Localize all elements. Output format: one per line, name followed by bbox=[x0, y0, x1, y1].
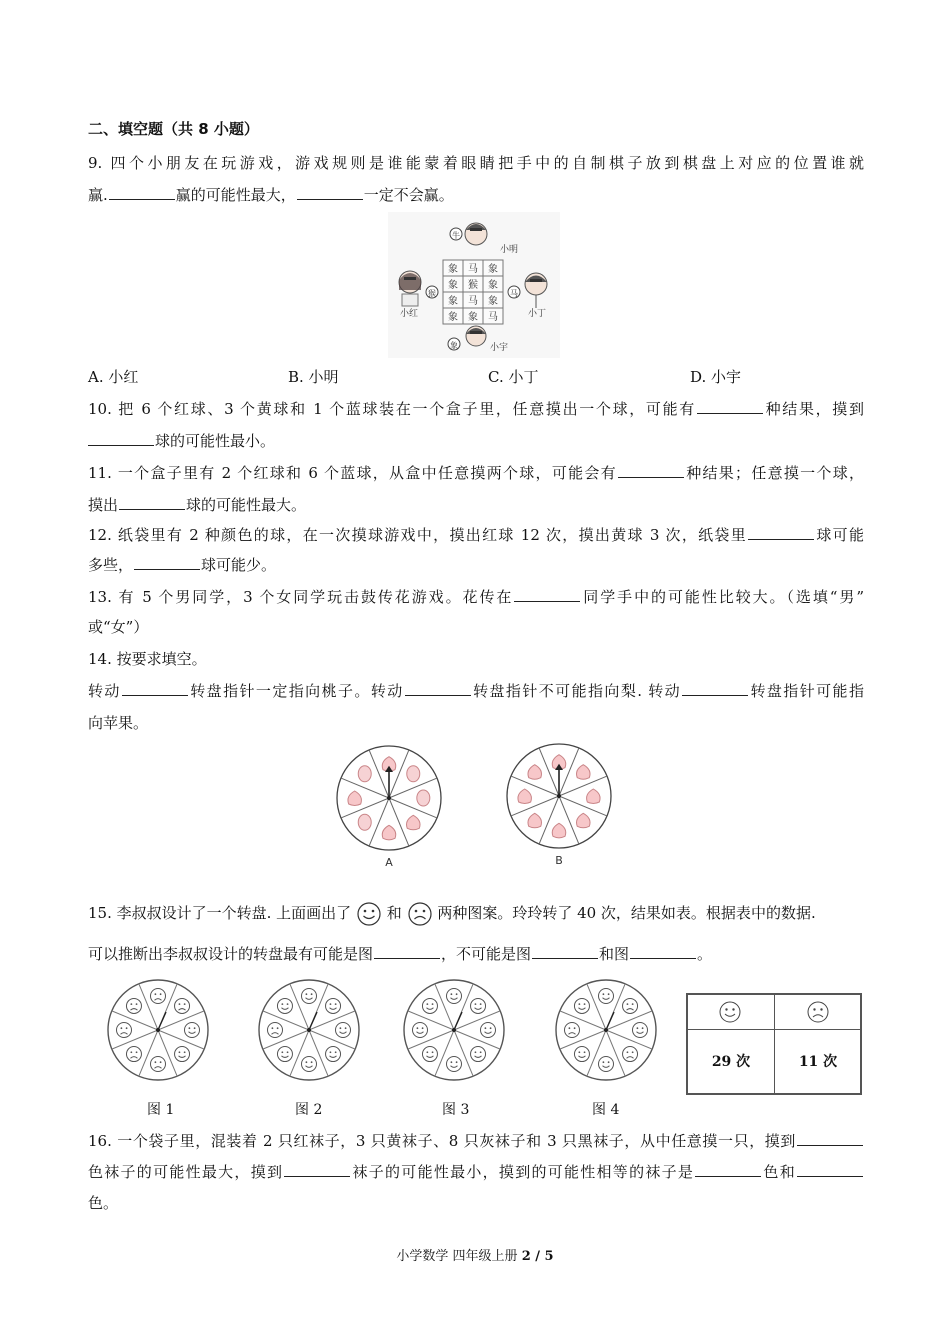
smiley-icon bbox=[422, 1047, 437, 1062]
smiley-icon bbox=[481, 1023, 496, 1038]
q9-option-a[interactable]: A. 小红 bbox=[88, 368, 139, 386]
q12-text-d: 球可能少。 bbox=[201, 556, 277, 574]
face-spinner-2 bbox=[259, 980, 359, 1080]
smiley-icon bbox=[471, 1047, 486, 1062]
q15-text-g: 。 bbox=[697, 945, 713, 963]
board-cell: 猴 bbox=[468, 280, 478, 291]
q9-line-1: 9. 四个小朋友在玩游戏，游戏规则是谁能蒙着眼睛把手中的自制棋子放到棋盘上对应的位置谁就 bbox=[88, 154, 864, 172]
smiley-icon bbox=[471, 998, 486, 1013]
q9-text-b: 赢的可能性最大， bbox=[175, 186, 296, 204]
smiley-icon bbox=[574, 1047, 589, 1062]
board-cell: 象 bbox=[488, 264, 498, 275]
board-cell: 象 bbox=[448, 312, 458, 323]
smiley-icon bbox=[175, 1047, 190, 1062]
q16-blank-3[interactable] bbox=[695, 1162, 761, 1177]
q9-option-c[interactable]: C. 小丁 bbox=[488, 368, 539, 386]
smiley-icon bbox=[185, 1023, 200, 1038]
q9-line-2 bbox=[88, 184, 864, 206]
q14-blank-1[interactable] bbox=[122, 681, 188, 696]
q15-text-d: 可以推断出李叔叔设计的转盘最有可能是图 bbox=[88, 945, 374, 963]
q15-text-e: ，不可能是图 bbox=[441, 945, 532, 963]
board-cell: 象 bbox=[488, 280, 498, 291]
q13-line-1 bbox=[88, 586, 864, 608]
q13-blank-1[interactable] bbox=[514, 587, 580, 602]
kid-xiaoding-piece: 马 bbox=[510, 289, 518, 298]
board-cell: 象 bbox=[448, 296, 458, 307]
spinner-b bbox=[507, 744, 611, 848]
smiley-icon bbox=[422, 998, 437, 1013]
q11-line-2 bbox=[88, 494, 864, 516]
smiley-icon bbox=[447, 989, 462, 1004]
q9-board-figure bbox=[388, 212, 560, 358]
kid-xiaoyu-piece: 象 bbox=[450, 341, 458, 350]
q14-blank-3[interactable] bbox=[682, 681, 748, 696]
footer-text: 小学数学 四年级上册 bbox=[396, 1249, 518, 1264]
q14-text-b: 转盘指针一定指向桃子。转动 bbox=[188, 682, 404, 700]
smiley-icon bbox=[599, 1057, 614, 1072]
q14-text-a: 转动 bbox=[88, 682, 121, 700]
q14-line-1: 14. 按要求填空。 bbox=[88, 650, 207, 668]
sad-icon bbox=[117, 1023, 132, 1038]
q11-text-b: 种结果；任意摸一个球， bbox=[684, 464, 864, 482]
smiley-icon bbox=[447, 1057, 462, 1072]
sad-icon bbox=[151, 1057, 166, 1072]
smiley-icon bbox=[413, 1023, 428, 1038]
q14-text-d: 转盘指针可能指 bbox=[749, 682, 864, 700]
sad-icon bbox=[151, 989, 166, 1004]
q16-text-b: 色袜子的可能性最大，摸到 bbox=[88, 1163, 284, 1181]
kid-xiaohong-name: 小红 bbox=[400, 309, 419, 319]
sad-face-icon bbox=[407, 901, 433, 927]
table-sad-count: 11 次 bbox=[798, 1054, 838, 1070]
smiley-icon bbox=[574, 998, 589, 1013]
page-number: 2 / 5 bbox=[521, 1249, 554, 1264]
q13-text-a: 13. 有 5 个男同学，3 个女同学玩击鼓传花游戏。花传在 bbox=[88, 588, 514, 606]
q14-line-3: 向苹果。 bbox=[88, 714, 149, 732]
spinner-a bbox=[337, 746, 441, 850]
pear-icon bbox=[407, 766, 420, 782]
spinner-b-label: B bbox=[555, 854, 563, 867]
sad-icon bbox=[175, 998, 190, 1013]
q10-text-c: 球的可能性最小。 bbox=[155, 432, 276, 450]
q16-text-c: 袜子的可能性最小，摸到的可能性相等的袜子是 bbox=[351, 1163, 695, 1181]
q15-blank-3[interactable] bbox=[630, 944, 696, 959]
smiley-icon bbox=[302, 989, 317, 1004]
q9-text-c: 一定不会赢。 bbox=[363, 186, 454, 204]
q15-text-a: 15. 李叔叔设计了一个转盘. 上面画出了 bbox=[88, 904, 352, 922]
q12-line-2 bbox=[88, 554, 864, 576]
board-cell: 马 bbox=[468, 264, 478, 275]
q13-text-b: 同学手中的可能性比较大。（选填“男” bbox=[581, 588, 864, 606]
board-cell: 象 bbox=[448, 280, 458, 291]
q16-line-1 bbox=[88, 1130, 864, 1152]
q16-blank-1[interactable] bbox=[797, 1131, 863, 1146]
smiley-icon bbox=[302, 1057, 317, 1072]
pear-icon bbox=[358, 766, 371, 782]
kid-xiaoyu-name: 小宇 bbox=[490, 343, 509, 353]
q14-blank-2[interactable] bbox=[405, 681, 471, 696]
q10-line-1 bbox=[88, 398, 864, 420]
table-smiley-icon bbox=[718, 1000, 742, 1024]
q15-blank-1[interactable] bbox=[374, 944, 440, 959]
caption-figure-4: 图 4 bbox=[592, 1102, 620, 1118]
q10-blank-1[interactable] bbox=[697, 399, 763, 414]
q12-text-b: 球可能 bbox=[815, 526, 864, 544]
q15-text-f: 和图 bbox=[599, 945, 630, 963]
sad-icon bbox=[126, 1047, 141, 1062]
q9-text-a: 赢. bbox=[88, 186, 108, 204]
board-cell: 象 bbox=[468, 312, 478, 323]
q12-text-c: 多些， bbox=[88, 556, 134, 574]
face-spinner-1 bbox=[108, 980, 208, 1080]
caption-figure-1: 图 1 bbox=[147, 1102, 175, 1118]
q16-line-3: 色。 bbox=[88, 1194, 119, 1212]
sad-icon bbox=[126, 998, 141, 1013]
q9-blank-1[interactable] bbox=[109, 185, 175, 200]
q15-line-2 bbox=[88, 943, 864, 965]
pear-icon bbox=[358, 814, 371, 830]
caption-figure-2: 图 2 bbox=[295, 1102, 323, 1118]
q15-text-c: 两种图案。玲玲转了 40 次，结果如表。根据表中的数据. bbox=[437, 904, 816, 922]
smiley-icon bbox=[326, 1047, 341, 1062]
q11-text-d: 球的可能性最大。 bbox=[186, 496, 307, 514]
smiley-icon bbox=[336, 1023, 351, 1038]
face-spinner-4 bbox=[556, 980, 656, 1080]
q11-line-1 bbox=[88, 462, 864, 484]
q12-line-1 bbox=[88, 524, 864, 546]
q15-blank-2[interactable] bbox=[532, 944, 598, 959]
q16-line-2 bbox=[88, 1161, 864, 1183]
board-cell: 象 bbox=[448, 264, 458, 275]
q9-option-d[interactable]: D. 小宇 bbox=[690, 368, 742, 386]
q10-text-a: 10. 把 6 个红球、3 个黄球和 1 个蓝球装在一个盒子里，任意摸出一个球，可能有 bbox=[88, 400, 696, 418]
pear-icon bbox=[417, 790, 430, 806]
q16-blank-4[interactable] bbox=[797, 1162, 863, 1177]
sad-icon bbox=[268, 1023, 283, 1038]
q15-spinners-figure bbox=[100, 975, 660, 1085]
q12-text-a: 12. 纸袋里有 2 种颜色的球，在一次摸球游戏中，摸出红球 12 次，摸出黄球 3 次，纸袋里 bbox=[88, 526, 748, 544]
q15-text-b: 和 bbox=[386, 904, 402, 922]
sad-icon bbox=[565, 1023, 580, 1038]
smiley-icon bbox=[633, 1023, 648, 1038]
board-cell: 象 bbox=[488, 296, 498, 307]
table-happy-count: 29 次 bbox=[711, 1054, 751, 1070]
board-cell: 马 bbox=[488, 312, 498, 323]
q11-text-c: 摸出 bbox=[88, 496, 119, 514]
smiley-icon bbox=[277, 1047, 292, 1062]
q15-line-1 bbox=[88, 900, 864, 927]
q14-spinners-figure bbox=[334, 740, 616, 870]
face-spinner-3 bbox=[404, 980, 504, 1080]
q16-blank-2[interactable] bbox=[284, 1162, 350, 1177]
q12-blank-1[interactable] bbox=[748, 525, 814, 540]
q9-option-b[interactable]: B. 小明 bbox=[288, 368, 339, 386]
q16-text-d: 色和 bbox=[762, 1163, 796, 1181]
spinner-a-label: A bbox=[385, 856, 393, 869]
section-title: 二、填空题（共 8 小题） bbox=[88, 120, 259, 138]
q9-blank-2[interactable] bbox=[297, 185, 363, 200]
caption-figure-3: 图 3 bbox=[442, 1102, 470, 1118]
q10-text-b: 种结果，摸到 bbox=[763, 400, 864, 418]
q14-text-c: 转盘指针不可能指向梨. 转动 bbox=[471, 682, 682, 700]
smiley-face-icon bbox=[356, 901, 382, 927]
kid-xiaoming-piece: 牛 bbox=[452, 231, 460, 240]
board-cell: 马 bbox=[468, 296, 478, 307]
q15-result-table bbox=[686, 993, 862, 1095]
q13-line-2: 或“女”） bbox=[88, 618, 149, 636]
q16-text-a: 16. 一个袋子里，混装着 2 只红袜子，3 只黄袜子、8 只灰袜子和 3 只黑袜子，从中任意摸一只，摸到 bbox=[88, 1132, 796, 1150]
q14-line-2 bbox=[88, 680, 864, 702]
smiley-icon bbox=[277, 998, 292, 1013]
sad-icon bbox=[623, 998, 638, 1013]
table-sad-icon bbox=[806, 1000, 830, 1024]
sad-icon bbox=[623, 1047, 638, 1062]
kid-xiaoding-name: 小丁 bbox=[528, 309, 547, 319]
page-footer bbox=[0, 1245, 950, 1264]
kid-xiaohong-piece: 猴 bbox=[428, 289, 436, 298]
q12-blank-2[interactable] bbox=[134, 555, 200, 570]
kid-xiaoming-name: 小明 bbox=[500, 245, 519, 255]
smiley-icon bbox=[326, 998, 341, 1013]
q11-text-a: 11. 一个盒子里有 2 个红球和 6 个蓝球，从盒中任意摸两个球，可能会有 bbox=[88, 464, 617, 482]
q10-blank-2[interactable] bbox=[88, 431, 154, 446]
q11-blank-1[interactable] bbox=[618, 463, 684, 478]
q10-line-2 bbox=[88, 430, 864, 452]
smiley-icon bbox=[599, 989, 614, 1004]
q11-blank-2[interactable] bbox=[119, 495, 185, 510]
